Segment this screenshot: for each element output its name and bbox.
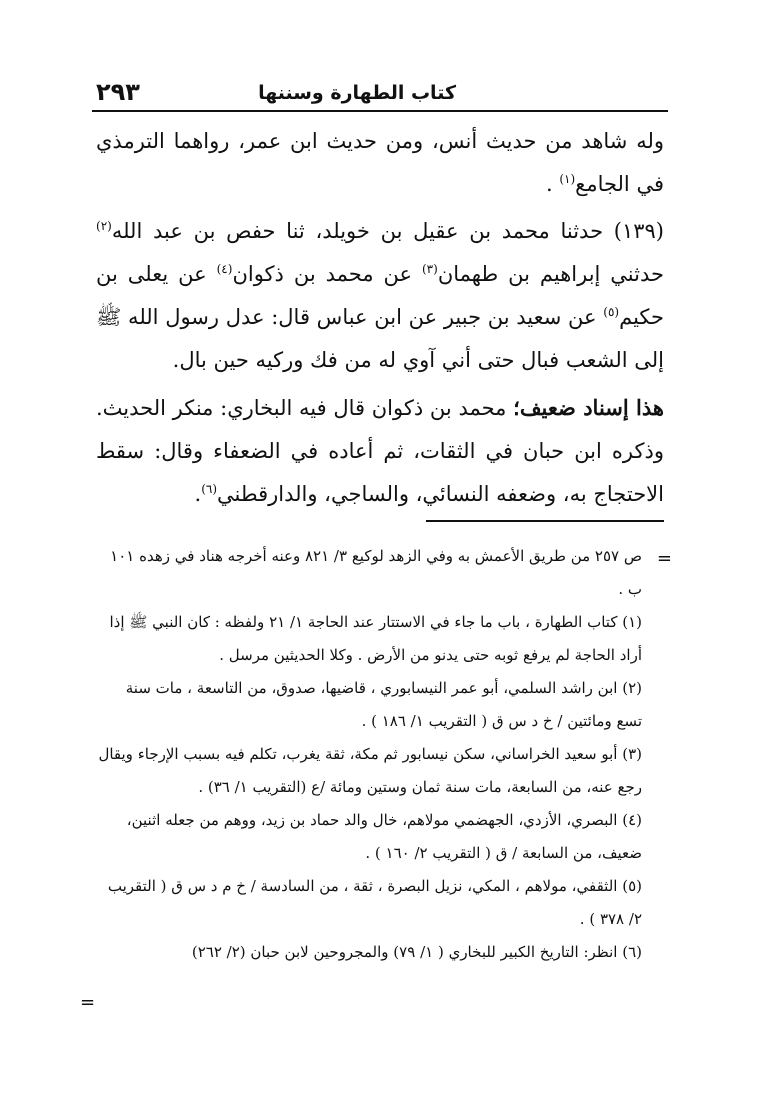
- end-continuation-mark: =: [80, 992, 96, 1013]
- paragraph-witness: وله شاهد من حديث أنس، ومن حديث ابن عمر، رواهما الترمذي في الجامع$^{(١)}$ .: [96, 129, 664, 196]
- chapter-title: كتاب الطهارة وسننها: [258, 82, 456, 104]
- footnote-ref-5[interactable]: (٥): [603, 305, 620, 319]
- footnote-3: (٣) أبو سعيد الخراساني، سكن نيسابور ثم مكة، ثقة يغرب، تكلم فيه بسبب الإرجاء ويقال رجع عنه، من السابعة، مات سنة ثمان وستين ومائة /ع (التقريب ١/ ٣٦) .: [98, 745, 642, 796]
- footnote-5: (٥) الثقفي، مولاهم ، المكي، نزيل البصرة ، ثقة ، من السادسة / خ م د س ق ( التقريب ٢/ ٣٧٨ ) .: [107, 877, 642, 928]
- footnote-2: (٢) ابن راشد السلمي، أبو عمر النيسابوري ، قاضيها، صدوق، من التاسعة ، مات سنة تسع ومائتين / خ د س ق ( التقريب ١/ ١٨٦ ) .: [125, 679, 642, 730]
- page-number: ٢٩٣: [96, 78, 140, 106]
- footnote-ref-6[interactable]: (٦): [201, 482, 218, 496]
- footnote-ref-1[interactable]: (١): [559, 172, 576, 186]
- footnote-continuation: ص ٢٥٧ من طريق الأعمش به وفي الزهد لوكيع ٣/ ٨٢١ وعنه أخرجه هناد في زهده ١٠١ ب .: [110, 547, 642, 598]
- footnote-ref-2[interactable]: (٢): [96, 219, 112, 233]
- main-text: [96, 120, 664, 520]
- footnote-ref-4[interactable]: (٤): [216, 262, 233, 276]
- footnote-6: (٦) انظر: التاريخ الكبير للبخاري ( ١/ ٧٩) والمجروحين لابن حبان (٢/ ٢٦٢): [191, 943, 642, 961]
- footnote-ref-3[interactable]: (٣): [421, 262, 438, 276]
- page-header: [92, 76, 668, 112]
- continuation-mark: =: [656, 548, 672, 569]
- grading-label: هذا إسناد ضعيف؛: [513, 395, 664, 420]
- paragraph-isnad-grading: هذا إسناد ضعيف؛ محمد بن ذكوان قال فيه البخاري: منكر الحديث. وذكره ابن حبان في الثقات، ثم أعاده في الضعفاء وقال: سقط الاحتجاج به، وضعفه النسائي، والساجي، والدارقطني$^{(٦)}$.: [96, 395, 664, 506]
- footnote-1: (١) كتاب الطهارة ، باب ما جاء في الاستتار عند الحاجة ١/ ٢١ ولفظه : كان النبي ﷺ إذا أراد الحاجة لم يرفع ثوبه حتى يدنو من الأرض . وكلا الحديثين مرسل .: [109, 613, 642, 664]
- footnote-4: (٤) البصري، الأزدي، الجهضمي مولاهم، خال والد حماد بن زيد، ووهم من جعله اثنين، ضعيف، من السابعة / ق ( التقريب ٢/ ١٦٠ ) .: [126, 811, 642, 862]
- footnotes: [96, 540, 664, 969]
- paragraph-hadith-139: (١٣٩) حدثنا محمد بن عقيل بن خويلد، ثنا حفص بن عبد الله$^{(٢)}$ حدثني إبراهيم بن طهمان$^{(٣)}$ عن محمد بن ذكوان$^{(٤)}$ عن يعلى بن حكيم$^{(٥)}$ عن سعيد بن جبير عن ابن عباس قال: عدل رسول الله ﷺ إلى الشعب فبال حتى أني آوي له من فك وركيه حين بال.: [96, 219, 664, 372]
- footnote-separator: [426, 520, 664, 522]
